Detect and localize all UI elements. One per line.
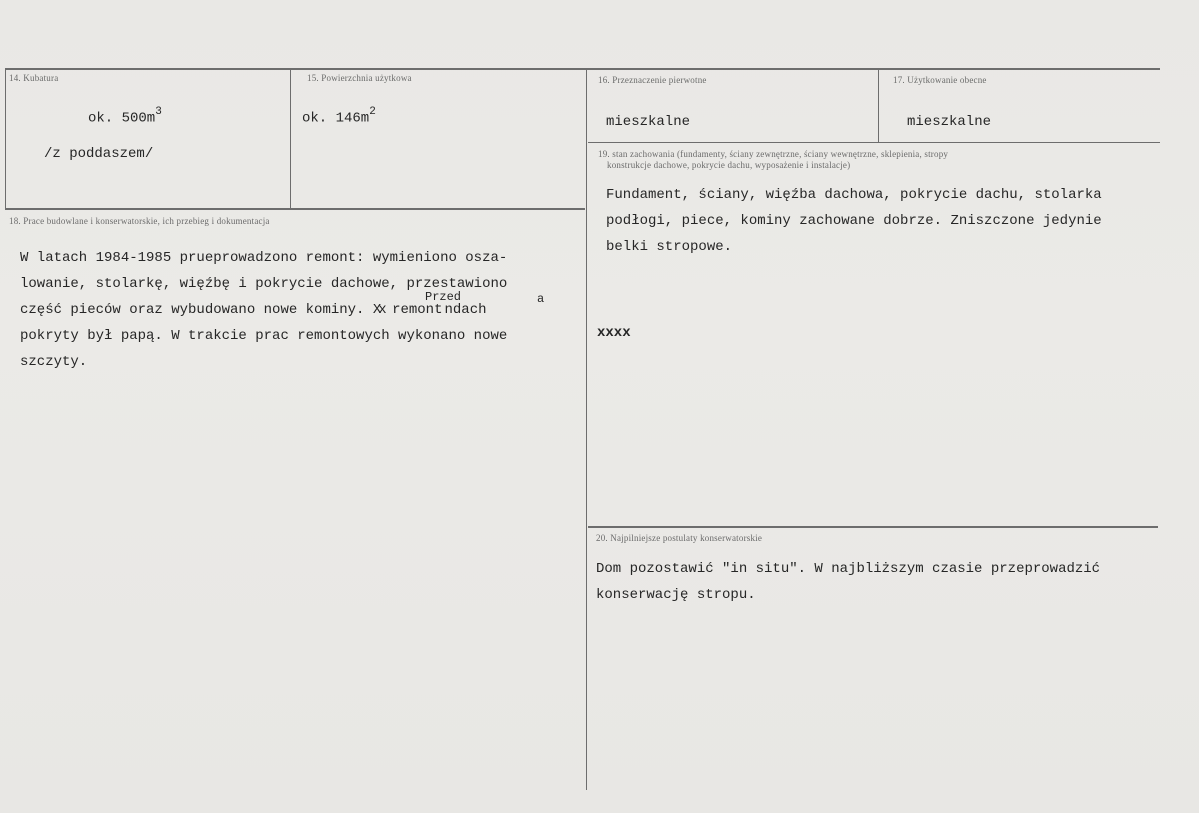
field-18-line-3	[20, 297, 487, 323]
field-14-unit-exponent: 3	[155, 106, 162, 118]
field-19-line-1: Fundament, ściany, więźba dachowa, pokrycie dachu, stolarka	[606, 187, 1102, 203]
top-rule	[5, 68, 1160, 70]
field-19-label-line-2: konstrukcje dachowe, pokrycie dachu, wyposażenie i instalacje)	[607, 160, 851, 170]
field-19-line-3: belki stropowe.	[606, 239, 733, 255]
right-rule-20	[588, 526, 1158, 528]
field-18-line-3-tail: remont	[383, 302, 443, 318]
struck-text: Xx	[372, 302, 384, 318]
field-18-label: 18. Prace budowlane i konserwatorskie, ich przebieg i dokumentacja	[9, 216, 270, 226]
field-18-line-1: W latach 1984-1985 prueprowadzono remont: wymieniono osza-	[20, 250, 508, 266]
field-14-note: /z poddaszem/	[44, 146, 154, 162]
right-rule-19	[588, 142, 1160, 143]
overtyped-a: a	[537, 292, 545, 306]
field-19-label-line-1: 19. stan zachowania (fundamenty, ściany zewnętrzne, ściany wewnętrzne, sklepienia, stropy	[598, 149, 949, 159]
field-15-value	[302, 101, 376, 132]
field-18-line-2: lowanie, stolarkę, więźbę i pokrycie dachowe, przestawiono	[20, 276, 508, 292]
field-20-label: 20. Najpilniejsze postulaty konserwatorskie	[596, 533, 763, 543]
field-17-label: 17. Użytkowanie obecne	[893, 75, 987, 85]
field-15-label: 15. Powierzchnia użytkowa	[307, 73, 412, 83]
field-16-value: mieszkalne	[606, 114, 691, 130]
field-16-label: 16. Przeznaczenie pierwotne	[598, 75, 707, 85]
mid-left-rule	[5, 208, 585, 210]
field-18-line-5: szczyty.	[20, 354, 88, 370]
field-15-unit-exponent: 2	[369, 106, 376, 118]
field-20-line-1: Dom pozostawić "in situ". W najbliższym czasie przeprowadzić	[596, 561, 1101, 577]
field-18-line-4: pokryty był papą. W trakcie prac remontowych wykonano nowe	[20, 328, 508, 344]
overtyped-przed: Przed	[425, 290, 462, 304]
field-20-line-2: konserwację stropu.	[596, 587, 756, 603]
xxxx-mark: xxxx	[597, 325, 631, 341]
left-edge	[5, 68, 6, 208]
field-18-line-3-start: część pieców oraz wybudowano nowe kominy.	[20, 302, 373, 318]
field-15-area: ok. 146m	[302, 110, 370, 127]
field-19-line-2: podłogi, piece, kominy zachowane dobrze. Zniszczone jedynie	[606, 213, 1102, 229]
field-17-value: mieszkalne	[907, 114, 992, 130]
divider-14-15	[290, 68, 291, 208]
field-18-line-3-end: ndach	[444, 302, 487, 318]
field-14-label: 14. Kubatura	[9, 73, 59, 83]
divider-16-17	[878, 68, 879, 142]
field-14-volume: ok. 500m	[88, 110, 156, 127]
center-divider	[586, 68, 587, 790]
field-14-value	[88, 101, 162, 132]
